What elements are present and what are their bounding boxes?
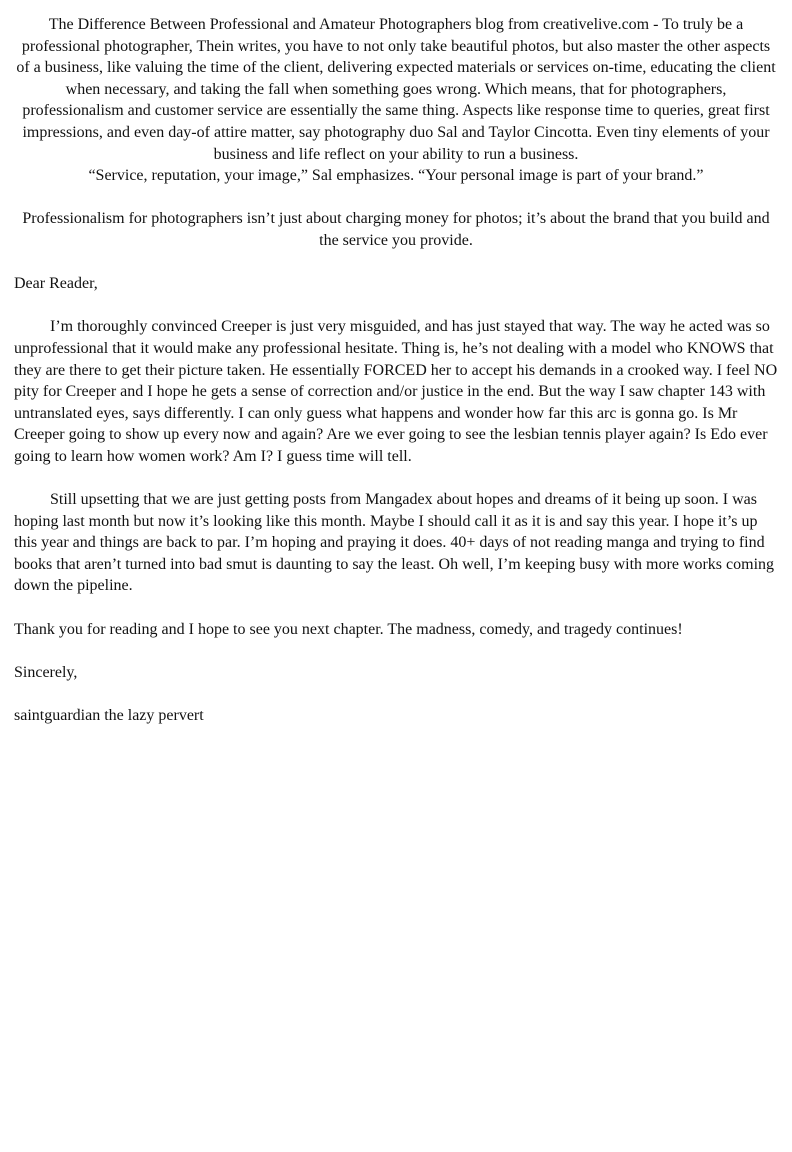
sign-off: Sincerely, bbox=[14, 663, 78, 681]
document-page bbox=[14, 14, 778, 727]
professionalism-note: Professionalism for photographers isn’t just about charging money for photos; it’s about the brand that you build and the service you provide. bbox=[22, 210, 770, 249]
salutation: Dear Reader, bbox=[14, 275, 98, 293]
intro-paragraph: The Difference Between Professional and Amateur Photographers blog from creativelive.com - To truly be a professional photographer, Thein writes, you have to not only take beautiful photos, but also master the other aspects of a business, like valuing the time of the client, delivering expected materials or services on-time, educating the client when necessary, and taking the fall when something goes wrong. Which means, that for photographers, professionalism and customer service are essentially the same thing. Aspects like response time to queries, great first impressions, and even day-of attire matter, say photography duo Sal and Taylor Cincotta. Even tiny elements of your business and life reflect on your ability to run a business. bbox=[16, 16, 776, 163]
intro-quote: “Service, reputation, your image,” Sal emphasizes. “Your personal image is part of your brand.” bbox=[88, 167, 704, 185]
body-paragraph-1: I’m thoroughly convinced Creeper is just very misguided, and has just stayed that way. The way he acted was so unprofessional that it would make any professional hesitate. Thing is, he’s not dealing with a model who KNOWS that they are there to get their picture taken. He essentially FORCED her to accept his demands in a crooked way. I feel NO pity for Creeper and I hope he gets a sense of correction and/or justice in the end. But the way I saw chapter 143 with untranslated eyes, says differently. I can only guess what happens and wonder how far this arc is gonna go. Is Mr Creeper going to show up every now and again? Are we ever going to see the lesbian tennis player again? Is Edo ever going to learn how women work? Am I? I guess time will tell. bbox=[14, 318, 778, 465]
signature: saintguardian the lazy pervert bbox=[14, 707, 204, 724]
closing-line: Thank you for reading and I hope to see you next chapter. The madness, comedy, and tragedy continues! bbox=[14, 620, 683, 638]
body-paragraph-2: Still upsetting that we are just getting posts from Mangadex about hopes and dreams of it being up soon. I was hoping last month but now it’s looking like this month. Maybe I should call it as it is and say this year. I hope it’s up this year and things are back to par. I’m hoping and praying it does. 40+ days of not reading manga and trying to find books that aren’t turned into bad smut is daunting to say the least. Oh well, I’m keeping busy with more works coming down the pipeline. bbox=[14, 491, 775, 595]
